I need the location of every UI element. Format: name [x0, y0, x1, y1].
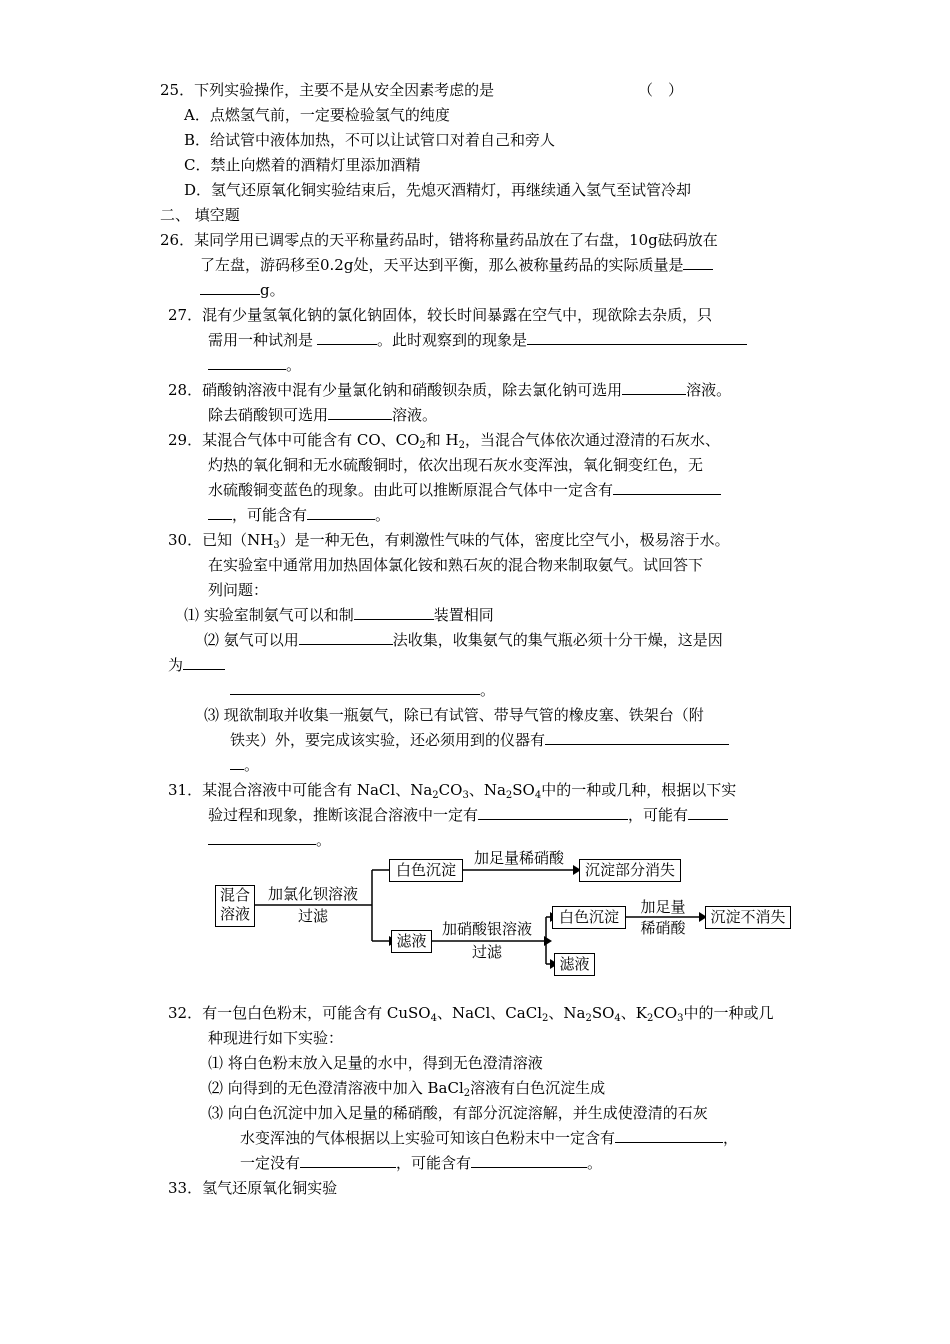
q31-line1-b: CO — [438, 781, 463, 799]
q25-option-d: D．氢气还原氧化铜实验结束后，先熄灭酒精灯，再继续通入氢气至试管冷却 — [184, 181, 692, 199]
q31-line2-b: ，可能有 — [628, 806, 689, 824]
q29-line2: 灼热的氧化铜和无水硫酸铜时，依次出现石灰水变浑浊，氧化铜变红色，无 — [208, 456, 704, 474]
q32-line1-f: CO — [653, 1004, 678, 1022]
q27-line2-b: 。此时观察到的现象是 — [377, 331, 528, 349]
q31-line3-text: 。 — [316, 831, 332, 849]
q27-line3-text: 。 — [286, 356, 302, 374]
q25-option-b: B．给试管中液体加热，不可以让试管口对着自己和旁人 — [184, 131, 556, 149]
q29-line3-text: 水硫酸铜变蓝色的现象。由此可以推断原混合气体中一定含有 — [208, 481, 614, 499]
q31-sub-na2: 2 — [432, 790, 439, 801]
q32-line1-g: 中的一种或几 — [683, 1004, 774, 1022]
q32-line1 — [168, 1003, 774, 1023]
q27-line2-a: 需用一种试剂是 — [208, 331, 314, 349]
q32-blank-absent[interactable] — [300, 1153, 396, 1168]
q28-line2-a: 除去硝酸钡可选用 — [208, 406, 329, 424]
q29-sub-co2: 2 — [419, 440, 426, 451]
q32-part3-b: 水变浑浊的气体根据以上实验可知该白色粉末中一定含有 — [240, 1129, 616, 1147]
arrowhead-3 — [544, 936, 552, 946]
label-reagent-hno3-2b: 稀硝酸 — [640, 919, 686, 937]
q31-line1-e: 中的一种或几种，根据以下实 — [541, 781, 737, 799]
q32-line2: 种现进行如下实验： — [208, 1029, 344, 1047]
q30-part1-a: ⑴ 实验室制氨气可以和制 — [184, 606, 354, 624]
box-filtrate-1: 滤液 — [391, 930, 432, 953]
label-reagent-hno3-2a: 加足量 — [640, 898, 686, 916]
q32-line1-e: 、K — [620, 1004, 647, 1022]
label-filter-1: 过滤 — [297, 907, 328, 925]
q32-part2 — [208, 1078, 605, 1098]
q31-line1-c: 、Na — [468, 781, 506, 799]
box-white-precipitate-1: 白色沉淀 — [389, 859, 463, 882]
q30-line1-a: 30．已知（NH — [168, 531, 274, 549]
q32-part3-d: 一定没有 — [240, 1154, 301, 1172]
q33-stem: 33．氢气还原氧化铜实验 — [168, 1179, 338, 1197]
box-no-dissolve: 沉淀不消失 — [705, 906, 791, 929]
q26-line3-text: g。 — [260, 281, 285, 299]
q29-line1-c: ，当混合气体依次通过澄清的石灰水、 — [465, 431, 721, 449]
q32-part3-c: ， — [723, 1129, 739, 1147]
q32-sub-cuso4: 4 — [430, 1013, 437, 1024]
q30-part2-b: 法收集，收集氨气的集气瓶必须十分干燥，这是因 — [392, 631, 723, 649]
q32-part3: ⑶ 向白色沉淀中加入足量的稀硝酸，有部分沉淀溶解，并生成使澄清的石灰 — [208, 1104, 708, 1122]
q31-line2-a: 验过程和现象，推断该混合溶液中一定有 — [208, 806, 479, 824]
q29-line1-b: 和 H — [425, 431, 459, 449]
q30-part3-b: 铁夹）外，要完成该实验，还必须用到的仪器有 — [230, 731, 546, 749]
q30-part2-c: 为 — [168, 656, 184, 674]
box-mixed-solution-text: 混合 溶液 — [219, 886, 250, 923]
q28-line2-b: 溶液。 — [392, 406, 438, 424]
q32-sub-bacl2: 2 — [463, 1088, 471, 1099]
q32-blank-possible[interactable] — [471, 1153, 587, 1168]
q32-sub-so4: 4 — [614, 1013, 621, 1024]
q30-part3-c: 。 — [244, 756, 260, 774]
q26-line2-text: 了左盘，游码移至0.2g处，天平达到平衡，那么被称量药品的实际质量是 — [200, 256, 684, 274]
q26-line1: 26．某同学用已调零点的天平称量药品时，错将称量药品放在了右盘，10g砝码放在 — [160, 231, 718, 249]
q32-part1: ⑴ 将白色粉末放入足量的水中，得到无色澄清溶液 — [208, 1054, 543, 1072]
q29-line4-a: ，可能含有 — [232, 506, 308, 524]
q25-paren: （ ） — [638, 81, 684, 99]
q32-blank-definite[interactable] — [615, 1128, 723, 1143]
q31-sub-so4: 4 — [534, 790, 542, 801]
q29-sub-h2: 2 — [458, 440, 466, 451]
q32-part3-line2 — [240, 1128, 738, 1148]
q28-line1-a: 28．硝酸钠溶液中混有少量氯化钠和硝酸钡杂质，除去氯化钠可选用 — [168, 381, 623, 399]
q31-sub-na2b: 2 — [505, 790, 513, 801]
q31-sub-co3: 3 — [462, 790, 469, 801]
q32-line1-c: 、Na — [548, 1004, 586, 1022]
q32-sub-k2: 2 — [647, 1013, 654, 1024]
q32-line1-a: 32．有一包白色粉末，可能含有 CuSO — [168, 1004, 431, 1022]
label-filter-2: 过滤 — [471, 943, 502, 961]
label-reagent-hno3-1: 加足量稀硝酸 — [473, 849, 564, 867]
q25-option-c: C．禁止向燃着的酒精灯里添加酒精 — [184, 156, 421, 174]
q32-sub-na2: 2 — [585, 1013, 592, 1024]
q32-part2-b: 溶液有白色沉淀生成 — [470, 1079, 606, 1097]
q29-line1-a: 29．某混合气体中可能含有 CO、CO — [168, 431, 420, 449]
q32-line1-b: 、NaCl、CaCl — [436, 1004, 542, 1022]
q30-sub-nh3: 3 — [273, 540, 280, 551]
q29-line4-b: 。 — [375, 506, 391, 524]
q31-line1-a: 31．某混合溶液中可能含有 NaCl、Na — [168, 781, 433, 799]
q30-line1-b: ）是一种无色，有刺激性气味的气体，密度比空气小，极易溶于水。 — [279, 531, 730, 549]
q32-part2-a: ⑵ 向得到的无色澄清溶液中加入 BaCl — [208, 1079, 464, 1097]
q25-stem-text: 25．下列实验操作，主要不是从安全因素考虑的是 — [160, 81, 495, 99]
q30-line2: 在实验室中通常用加热固体氯化铵和熟石灰的混合物来制取氨气。试回答下 — [208, 556, 704, 574]
q32-part3-f: 。 — [587, 1154, 603, 1172]
q28-line1-b: 溶液。 — [686, 381, 732, 399]
q31-line1-d: SO — [512, 781, 535, 799]
q30-line3: 列问题： — [208, 581, 269, 599]
box-partial-dissolve: 沉淀部分消失 — [579, 859, 681, 882]
box-mixed-solution — [215, 885, 255, 927]
box-filtrate-2: 滤液 — [554, 953, 595, 976]
q30-part2-a: ⑵ 氨气可以用 — [204, 631, 299, 649]
q30-part3: ⑶ 现欲制取并收集一瓶氨气，除已有试管、带导气管的橡皮塞、铁架台（附 — [204, 706, 704, 724]
box-white-precipitate-2: 白色沉淀 — [552, 906, 626, 929]
label-reagent-agno3: 加硝酸银溶液 — [441, 920, 532, 938]
q25-option-a: A．点燃氢气前，一定要检验氢气的纯度 — [184, 106, 450, 124]
q32-part3-e: ，可能含有 — [396, 1154, 472, 1172]
q32-part3-line3 — [240, 1153, 602, 1173]
q27-line1: 27．混有少量氢氧化钠的氯化钠固体，较长时间暴露在空气中，现欲除去杂质，只 — [168, 306, 713, 324]
q32-sub-co3: 3 — [677, 1013, 684, 1024]
q32-line1-d: SO — [591, 1004, 615, 1022]
q30-part2-d: 。 — [480, 681, 496, 699]
q30-part1-b: 装置相同 — [433, 606, 494, 624]
label-reagent-bacl2: 加氯化钡溶液 — [267, 885, 358, 903]
q32-sub-cacl2: 2 — [542, 1013, 549, 1024]
section-heading: 二、 填空题 — [160, 206, 240, 224]
